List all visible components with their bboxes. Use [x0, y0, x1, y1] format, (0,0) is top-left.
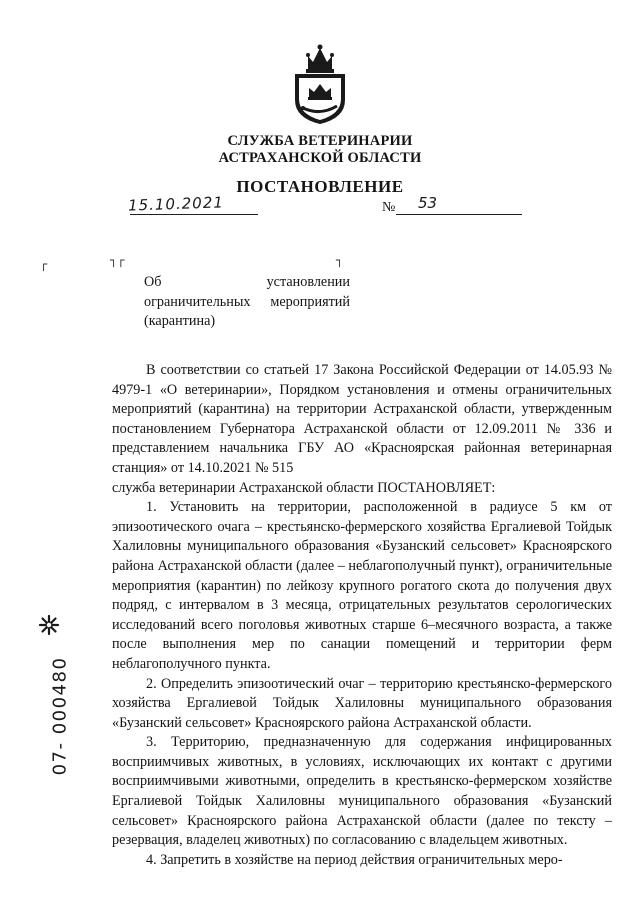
- date-underline: [130, 214, 258, 215]
- clause-2-paragraph: 2. Определить эпизоотический очаг – территорию крестьянско-фермерского хозяйства Ергалиевой Тойдык Халиловны муниципального образования «Бузанский сельсовет» Красноярского района Астраханской области.: [112, 675, 612, 731]
- clause-4-paragraph: 4. Запретить в хозяйстве на период действия ограничительных меро-: [146, 851, 563, 868]
- asterisk-mark-icon: [38, 614, 60, 636]
- number-underline: [396, 214, 522, 215]
- organization-name-line2: АСТРАХАНСКОЙ ОБЛАСТИ: [218, 150, 422, 166]
- document-subject: Об установлении ограничительных мероприятий (карантина): [144, 274, 350, 329]
- serial-number-stamp: [40, 656, 80, 776]
- number-sign: №: [382, 200, 396, 215]
- preamble-paragraph: В соответствии со статьей 17 Закона Российской Федерации от 14.05.93 № 4979-1 «О ветеринарии», Порядком установления и отмены ограничительных мероприятий (карантина) на территории Астраханской области, утвержденным постановлением Губернатора Астраханской области от 12.09.2011 № 336 и представлением начальника ГБУ АО «Красноярская районная ветеринарная станция» от 14.10.2021 № 515: [112, 362, 612, 476]
- document-type-title: ПОСТАНОВЛЕНИЕ: [236, 177, 404, 196]
- crowned-shield-emblem-icon: [291, 42, 349, 126]
- decree-line: служба ветеринарии Астраханской области ПОСТАНОВЛЯЕТ:: [112, 479, 496, 496]
- corner-mark-left: ┌: [40, 257, 48, 271]
- serial-number-text: 07- 000480: [49, 656, 71, 776]
- organization-name-line1: СЛУЖБА ВЕТЕРИНАРИИ: [227, 133, 413, 149]
- clause-1-paragraph: 1. Установить на территории, расположенной в радиусе 5 км от эпизоотического очага – крестьянско-фермерского хозяйства Ергалиевой Тойдык Халиловны муниципального образования «Бузанский сельсовет» Красноярского района Астраханской области (далее – неблагополучный пункт), ограничительные мероприятия (карантин) по лейкозу крупного рогатого скота до получения двух подряд, с интервалом в 3 месяца, отрицательных результатов серологических исследований всего поголовья животных старше 6–месячного возраста, а также после выполнения мер по санации помещений и территории ферм неблагополучного пункта.: [112, 499, 612, 672]
- document-date: 15.10.2021: [127, 193, 225, 215]
- document-number: 53: [418, 194, 438, 212]
- corner-mark-subject-left: ┐┌: [110, 253, 125, 267]
- corner-mark-subject-right: ┐: [336, 253, 344, 267]
- clause-3-paragraph: 3. Территорию, предназначенную для содержания инфицированных восприимчивых животных, в условиях, исключающих их контакт с другими восприимчивыми животными, определить в крестьянско-фермерском хозяйстве Ергалиевой Тойдык Халиловны муниципального образования «Бузанский сельсовет» Красноярского района Астраханской области (далее по тексту – резервация, владелец животных) по согласованию с владельцем животных.: [112, 734, 612, 849]
- document-body: [112, 361, 612, 870]
